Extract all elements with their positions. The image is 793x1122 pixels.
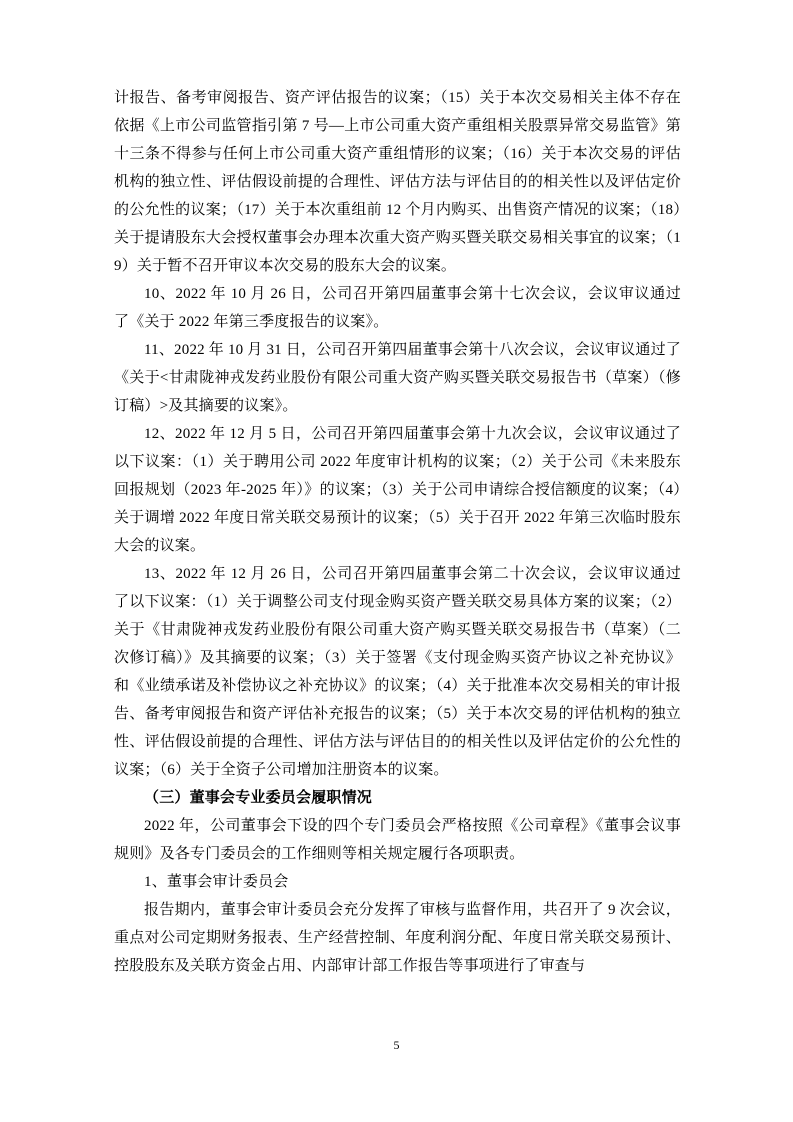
document-body — [114, 84, 681, 980]
paragraph-meeting-17: 10、2022 年 10 月 26 日，公司召开第四届董事会第十七次会议，会议审议通过了《关于 2022 年第三季度报告的议案》。 — [114, 286, 681, 330]
subheading-audit-committee: 1、董事会审计委员会 — [144, 874, 289, 890]
page-number: 5 — [393, 1038, 400, 1052]
paragraph-meeting-20: 13、2022 年 12 月 26 日，公司召开第四届董事会第二十次会议，会议审议通过了以下议案：（1）关于调整公司支付现金购买资产暨关联交易具体方案的议案；（2）关于《甘肃陇神戎发药业股份有限公司重大资产购买暨关联交易报告书（草案）（二次修订稿）》及其摘要的议案；（3）关于签署《支付现金购买资产协议之补充协议》和《业绩承诺及补偿协议之补充协议》的议案；（4）关于批准本次交易相关的审计报告、备考审阅报告和资产评估补充报告的议案；（5）关于本次交易的评估机构的独立性、评估假设前提的合理性、评估方法与评估目的的相关性以及评估定价的公允性的议案；（6）关于全资子公司增加注册资本的议案。 — [114, 566, 681, 778]
section-heading-committee-performance: （三）董事会专业委员会履职情况 — [144, 790, 373, 806]
paragraph-meeting-19: 12、2022 年 12 月 5 日，公司召开第四届董事会第十九次会议，会议审议通过了以下议案：（1）关于聘用公司 2022 年度审计机构的议案；（2）关于公司《未来股东回报规划（2023 年-2025 年）》的议案；（3）关于公司申请综合授信额度的议案；（4）关于调增 2022 年度日常关联交易预计的议案；（5）关于召开 2022 年第三次临时股东大会的议案。 — [114, 426, 681, 554]
paragraph-audit-committee-report: 报告期内，董事会审计委员会充分发挥了审核与监督作用，共召开了 9 次会议，重点对公司定期财务报表、生产经营控制、年度利润分配、年度日常关联交易预计、控股股东及关联方资金占用、内部审计部工作报告等事项进行了审查与 — [114, 902, 681, 974]
paragraph-committee-overview: 2022 年，公司董事会下设的四个专门委员会严格按照《公司章程》《董事会议事规则》及各专门委员会的工作细则等相关规定履行各项职责。 — [114, 818, 681, 862]
paragraph-meeting-18: 11、2022 年 10 月 31 日，公司召开第四届董事会第十八次会议，会议审议通过了《关于<甘肃陇神戎发药业股份有限公司重大资产购买暨关联交易报告书（草案）（修订稿）>及其摘要的议案》。 — [114, 342, 681, 414]
paragraph-continuation: 计报告、备考审阅报告、资产评估报告的议案；（15）关于本次交易相关主体不存在依据《上市公司监管指引第 7 号—上市公司重大资产重组相关股票异常交易监管》第十三条不得参与任何上市公司重大资产重组情形的议案；（16）关于本次交易的评估机构的独立性、评估假设前提的合理性、评估方法与评估目的的相关性以及评估定价的公允性的议案；（17）关于本次重组前 12 个月内购买、出售资产情况的议案；（18）关于提请股东大会授权董事会办理本次重大资产购买暨关联交易相关事宜的议案；（19）关于暂不召开审议本次交易的股东大会的议案。 — [114, 90, 681, 274]
